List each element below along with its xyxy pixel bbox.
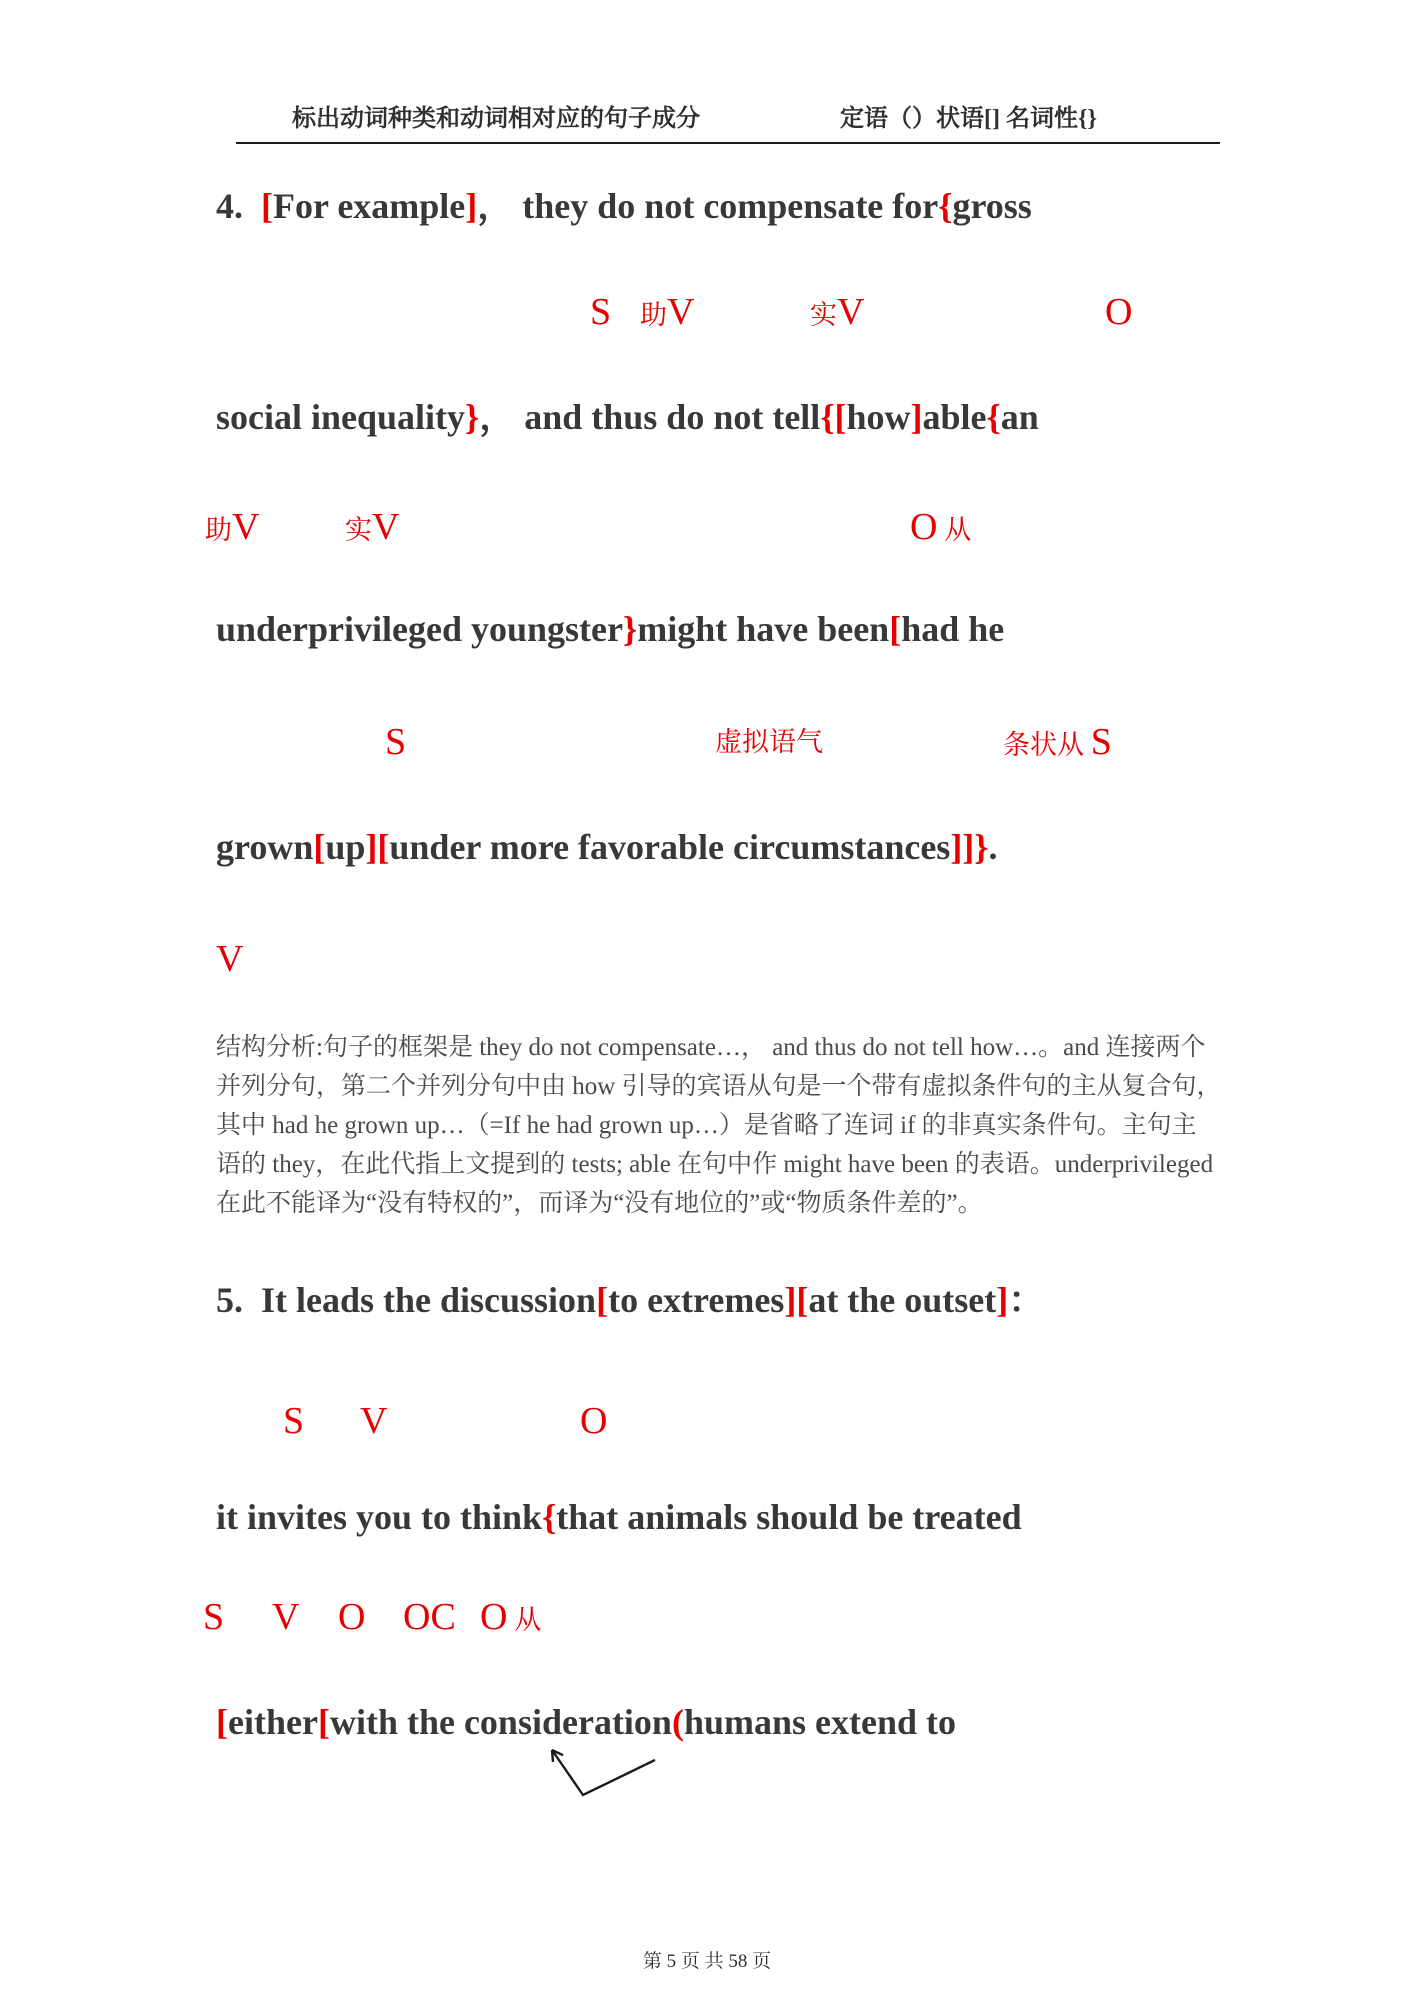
annotation-token-conditional-clause-s: 条状从 S	[1003, 721, 1112, 763]
annotation-token-o-clause: O 从	[480, 1596, 542, 1638]
analysis-line: 在此不能译为“没有特权的”，而译为“没有地位的”或“物质条件差的”。	[216, 1190, 983, 1217]
sentence4-line2: social inequality}， and thus do not tell{[how]able{an	[216, 397, 1039, 437]
page-number: 第 5 页 共 58 页	[642, 1951, 772, 1972]
annotation-token-v: V	[272, 1596, 300, 1638]
annotation-token-v: V	[216, 938, 244, 980]
annotation-token-s: S	[590, 291, 612, 333]
annotation-token-o: O	[338, 1596, 366, 1638]
structure-analysis-paragraph	[216, 1028, 1222, 1223]
annotation-token-s: S	[283, 1400, 305, 1442]
annotation-token-v: V	[360, 1400, 388, 1442]
annotation-token-s: S	[385, 721, 407, 763]
analysis-line: 并列分句，第二个并列分句中由 how 引导的宾语从句是一个带有虚拟条件句的主从复合句，	[216, 1073, 1222, 1100]
sentence5-line1: 5. It leads the discussion[to extremes][at the outset]：	[216, 1280, 1045, 1320]
annotation-token-oc: OC	[403, 1596, 456, 1638]
sentence5-line3: [either[with the consideration(humans extend to	[216, 1702, 956, 1742]
analysis-line: 语的 they，在此代指上文提到的 tests; able 在句中作 might have been 的表语。underprivileged	[216, 1151, 1214, 1178]
header-divider	[236, 142, 1220, 144]
annotation-token-s: S	[203, 1596, 225, 1638]
annotation-token-aux-v: 助V	[205, 506, 260, 548]
annotation-token-o: O	[1105, 291, 1133, 333]
analysis-line: 其中 had he grown up…（=If he had grown up…）是省略了连词 if 的非真实条件句。主句主	[216, 1112, 1197, 1139]
hand-drawn-arrow-icon	[538, 1736, 668, 1806]
annotation-token-o: O	[580, 1400, 608, 1442]
annotation-token-subjunctive: 虚拟语气	[715, 727, 823, 757]
header-legend-right: 定语（）状语[] 名词性{}	[840, 106, 1097, 132]
analysis-line: 结构分析:句子的框架是 they do not compensate…， and thus do not tell how…。and 连接两个	[216, 1034, 1206, 1061]
sentence4-line1: 4. [For example]， they do not compensate for{gross	[216, 186, 1032, 226]
sentence5-line2: it invites you to think{that animals should be treated	[216, 1497, 1022, 1537]
annotation-token-main-v: 实V	[810, 291, 865, 333]
annotation-token-o-clause: O 从	[910, 506, 972, 548]
annotation-token-aux-v: 助V	[640, 291, 695, 333]
sentence4-line4: grown[up][under more favorable circumstances]]}.	[216, 827, 998, 867]
annotation-token-main-v: 实V	[345, 506, 400, 548]
header-title-left: 标出动词种类和动词相对应的句子成分	[292, 106, 700, 132]
sentence4-line3: underprivileged youngster}might have been[had he	[216, 609, 1005, 649]
